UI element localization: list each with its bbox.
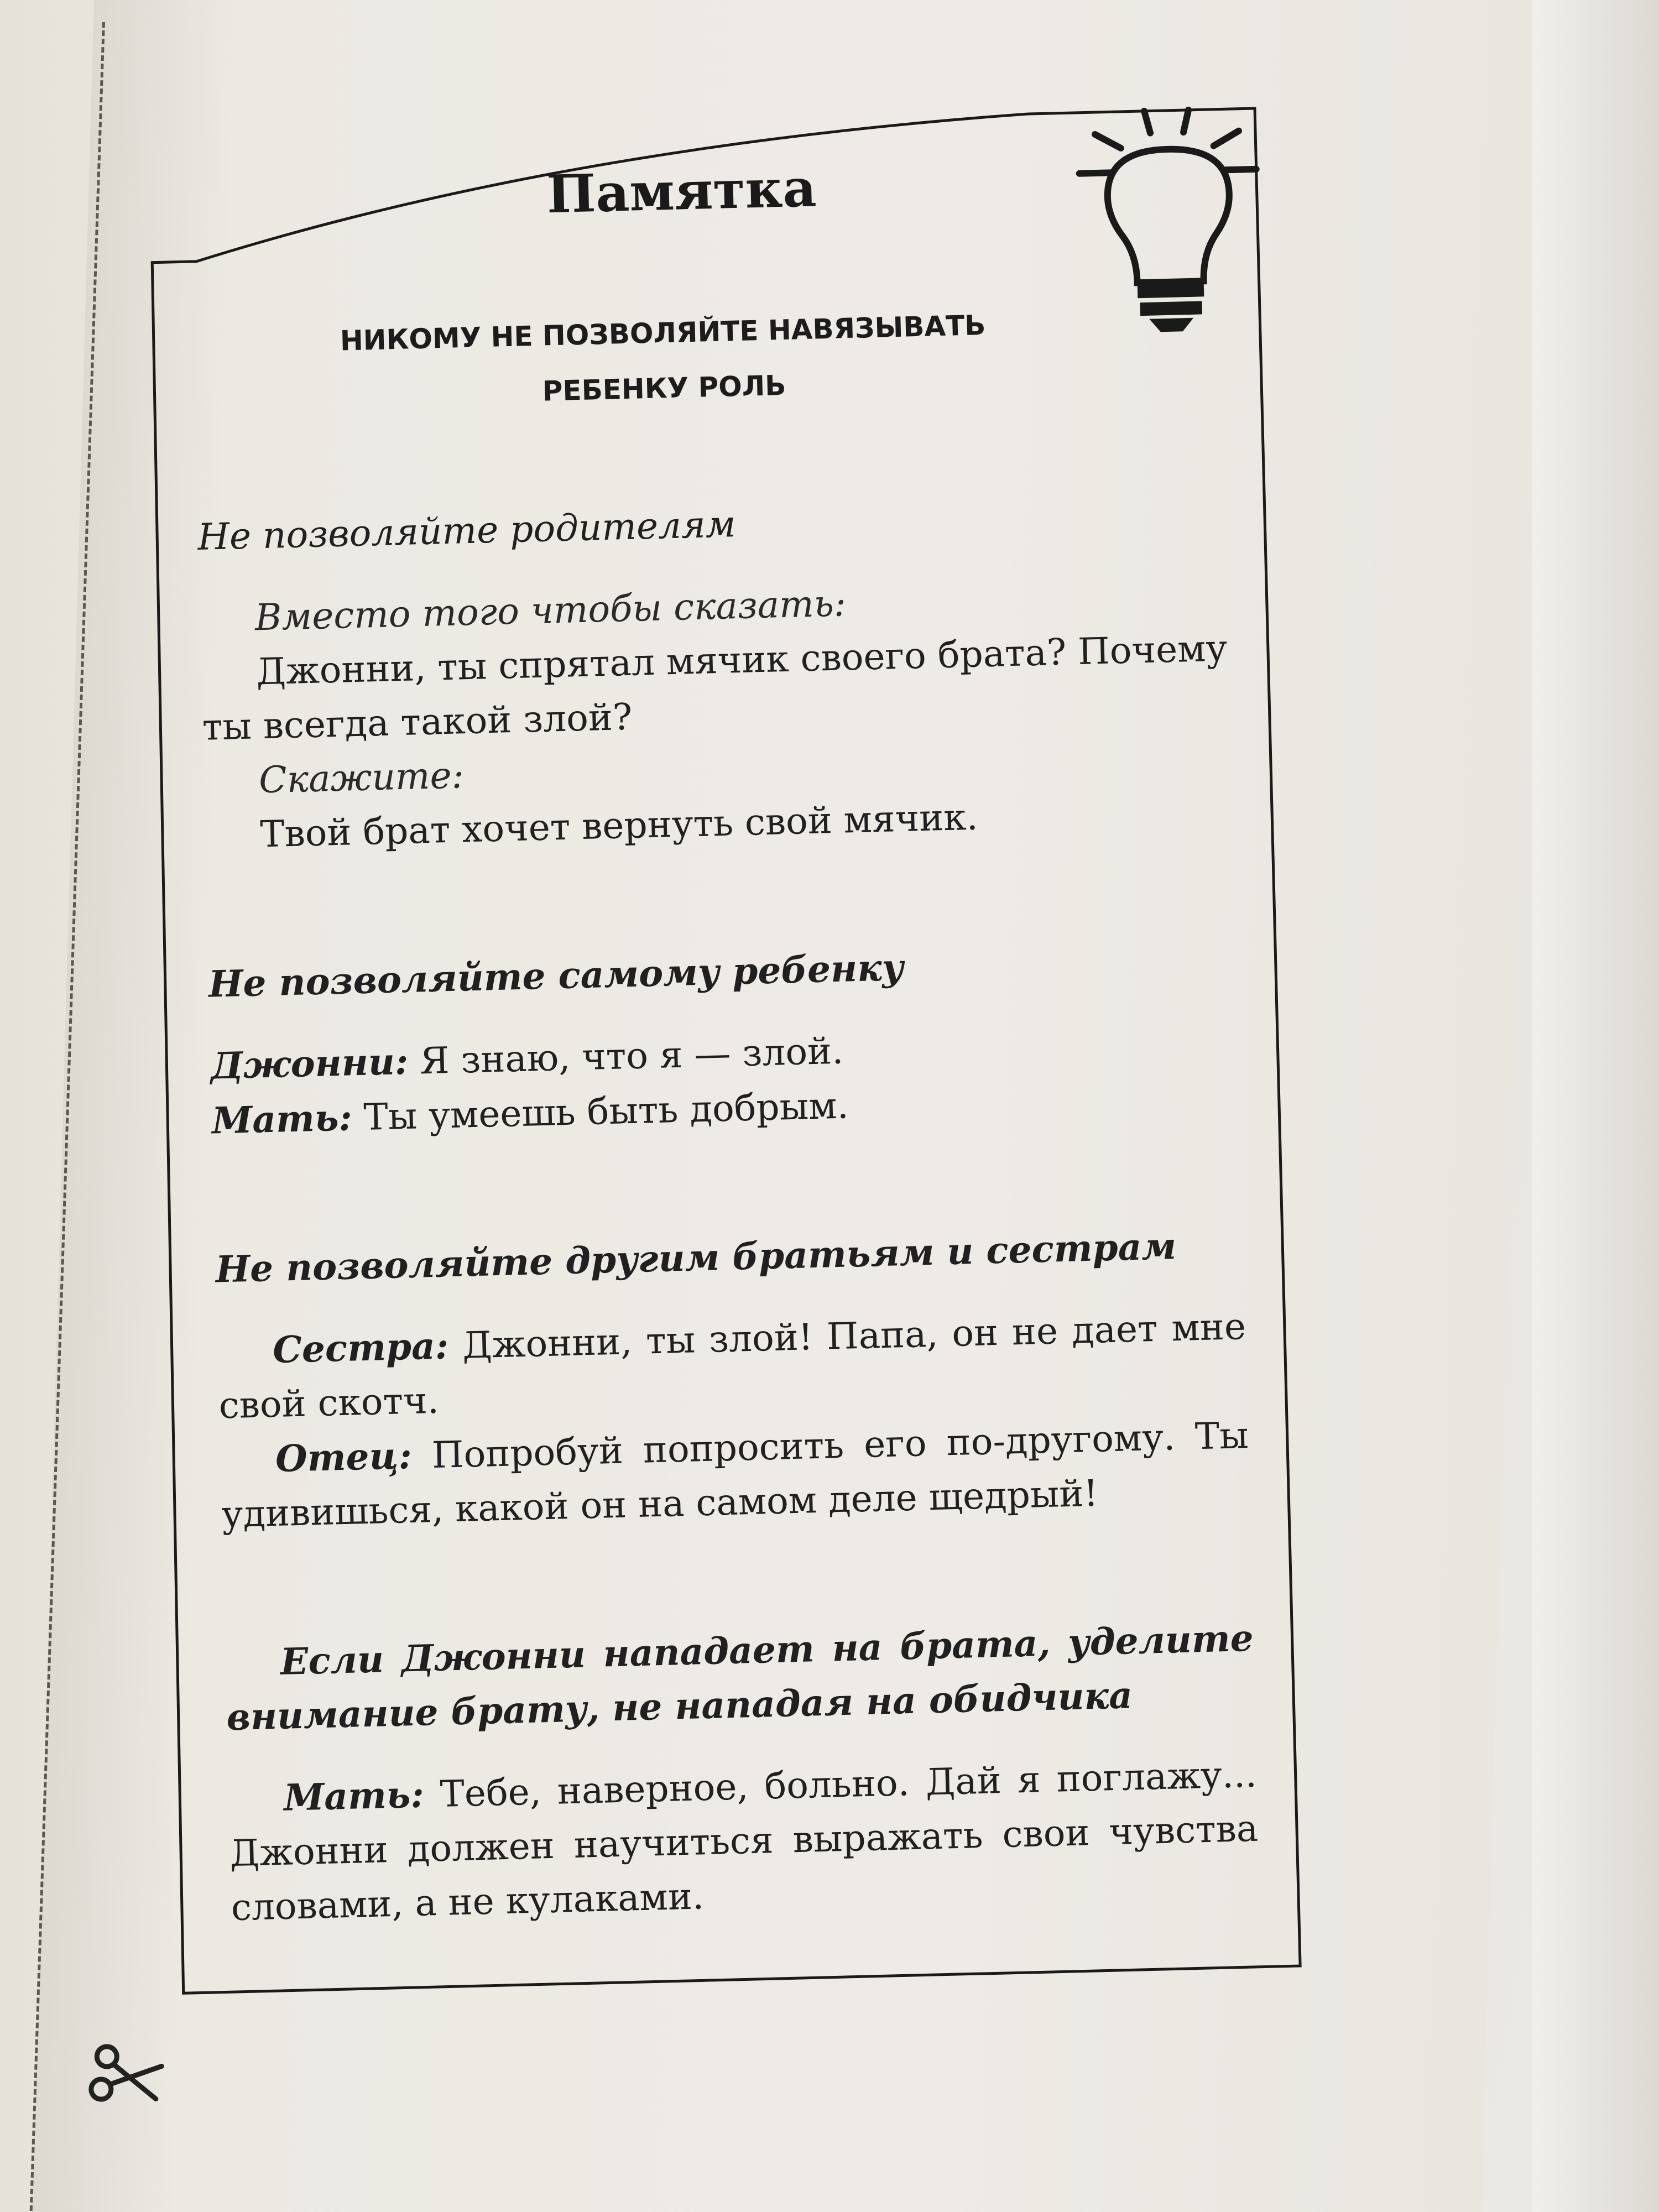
instead-label: Вместо того чтобы сказать: (254, 582, 847, 639)
subtitle-line-1: НИКОМУ НЕ ПОЗВОЛЯЙТЕ НАВЯЗЫВАТЬ (340, 309, 987, 357)
section-heading-parents: Не позволяйте родителям (197, 503, 737, 559)
dialogue-line (228, 1747, 1260, 1935)
dialogue-text: Тебе, наверное, больно. Дай я поглажу... Джонни должен научиться выражать свои чувства словами, а не кулаками. (229, 1752, 1259, 1929)
section-heading-attack: Если Джонни нападает на брата, уделите внимание брату, не нападая на обидчика (226, 1616, 1254, 1739)
subtitle-line-2: РЕБЕНКУ РОЛЬ (542, 369, 786, 408)
scissors-icon (76, 2028, 173, 2125)
memo-card (114, 53, 1329, 2032)
dialogue-text: Ты умеешь быть добрым. (363, 1084, 849, 1139)
speaker-label: Сестра: (272, 1324, 450, 1371)
instead-text: Джонни, ты спрятал мячик своего брата? Почему ты всегда такой злой? (201, 627, 1228, 749)
say-text: Твой брат хочет вернуть свой мячик. (259, 795, 979, 856)
page-edge (1532, 0, 1659, 2212)
speaker-label: Мать: (283, 1772, 425, 1819)
speaker-label: Отец: (275, 1433, 413, 1480)
speaker-label: Джонни: (210, 1039, 409, 1088)
lightbulb-icon (1056, 102, 1272, 351)
speaker-label: Мать: (211, 1095, 353, 1142)
dialogue-text: Джонни, ты злой! Папа, он не дает мне свой скотч. (218, 1305, 1246, 1427)
dialogue-text: Попробуй попросить его по-другому. Ты удивишься, какой он на самом деле щедрый! (221, 1413, 1249, 1536)
page-title: Памятка (546, 158, 817, 226)
section-heading-child: Не позволяйте самому ребенку (208, 945, 905, 1006)
say-label: Скажите: (258, 754, 465, 802)
card-subtitle (331, 298, 997, 424)
section-heading-siblings: Не позволяйте другим братьям и сестрам (215, 1224, 1177, 1291)
card-body (197, 485, 1260, 1935)
dialogue-text: Я знаю, что я — злой. (419, 1029, 844, 1083)
